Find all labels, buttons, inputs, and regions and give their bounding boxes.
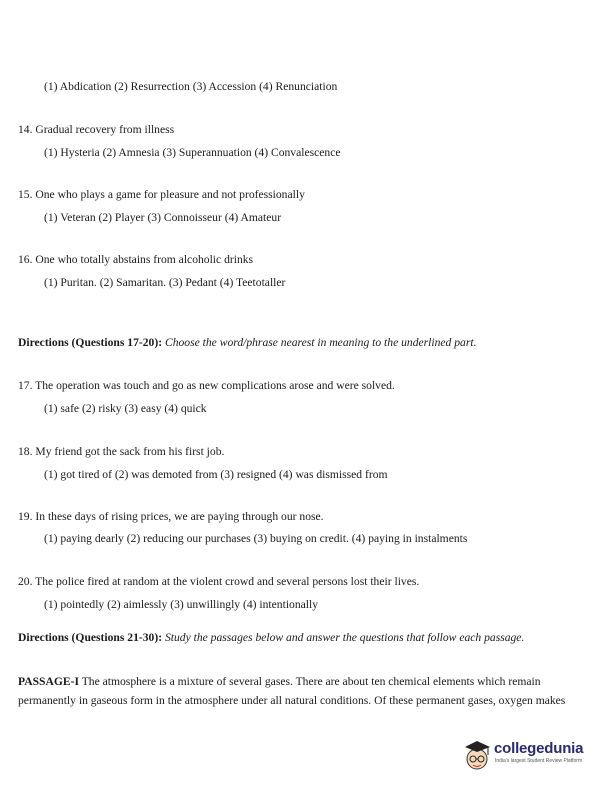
q16-question: 16. One who totally abstains from alcoholic drinks	[18, 253, 254, 266]
q14-options: (1) Hysteria (2) Amnesia (3) Superannuation (4) Convalescence	[44, 146, 341, 159]
passage-1-label: PASSAGE-I	[18, 675, 79, 688]
directions-21-30-label: Directions (Questions 21-30):	[18, 631, 163, 644]
q19-options: (1) paying dearly (2) reducing our purchases (3) buying on credit. (4) paying in instalments	[44, 532, 468, 545]
directions-17-20	[18, 336, 476, 350]
directions-21-30-text: Study the passages below and answer the questions that follow each passage.	[164, 631, 525, 644]
q17-options: (1) safe (2) risky (3) easy (4) quick	[44, 402, 207, 415]
q19-question: 19. In these days of rising prices, we are paying through our nose.	[18, 510, 324, 523]
q18-options: (1) got tired of (2) was demoted from (3) resigned (4) was dismissed from	[44, 468, 388, 481]
q13-options: (1) Abdication (2) Resurrection (3) Accession (4) Renunciation	[44, 80, 338, 93]
q18-question: 18. My friend got the sack from his first job.	[18, 445, 225, 458]
q15-question: 15. One who plays a game for pleasure and not professionally	[18, 188, 305, 201]
passage-1	[18, 673, 578, 710]
q14-question: 14. Gradual recovery from illness	[18, 123, 175, 136]
q15-options: (1) Veteran (2) Player (3) Connoisseur (4) Amateur	[44, 211, 282, 224]
passage-1-text: The atmosphere is a mixture of several gases. There are about ten chemical elements which remain permanently in gaseous form in the atmosphere under all natural conditions. Of these permanent gases, oxygen makes	[18, 675, 566, 707]
directions-17-20-label: Directions (Questions 17-20):	[18, 336, 163, 349]
directions-17-20-text: Choose the word/phrase nearest in meaning to the underlined part.	[164, 336, 477, 349]
logo-name: collegedunia	[494, 740, 584, 757]
q20-question: 20. The police fired at random at the violent crowd and several persons lost their lives.	[18, 575, 420, 588]
directions-21-30	[18, 631, 524, 645]
q17-question: 17. The operation was touch and go as new complications arose and were solved.	[18, 379, 395, 392]
q16-options: (1) Puritan. (2) Samaritan. (3) Pedant (4) Teetotaller	[44, 276, 286, 289]
logo-tagline: India's largest Student Review Platform	[495, 758, 583, 764]
q20-options: (1) pointedly (2) aimlessly (3) unwillingly (4) intentionally	[44, 598, 319, 611]
